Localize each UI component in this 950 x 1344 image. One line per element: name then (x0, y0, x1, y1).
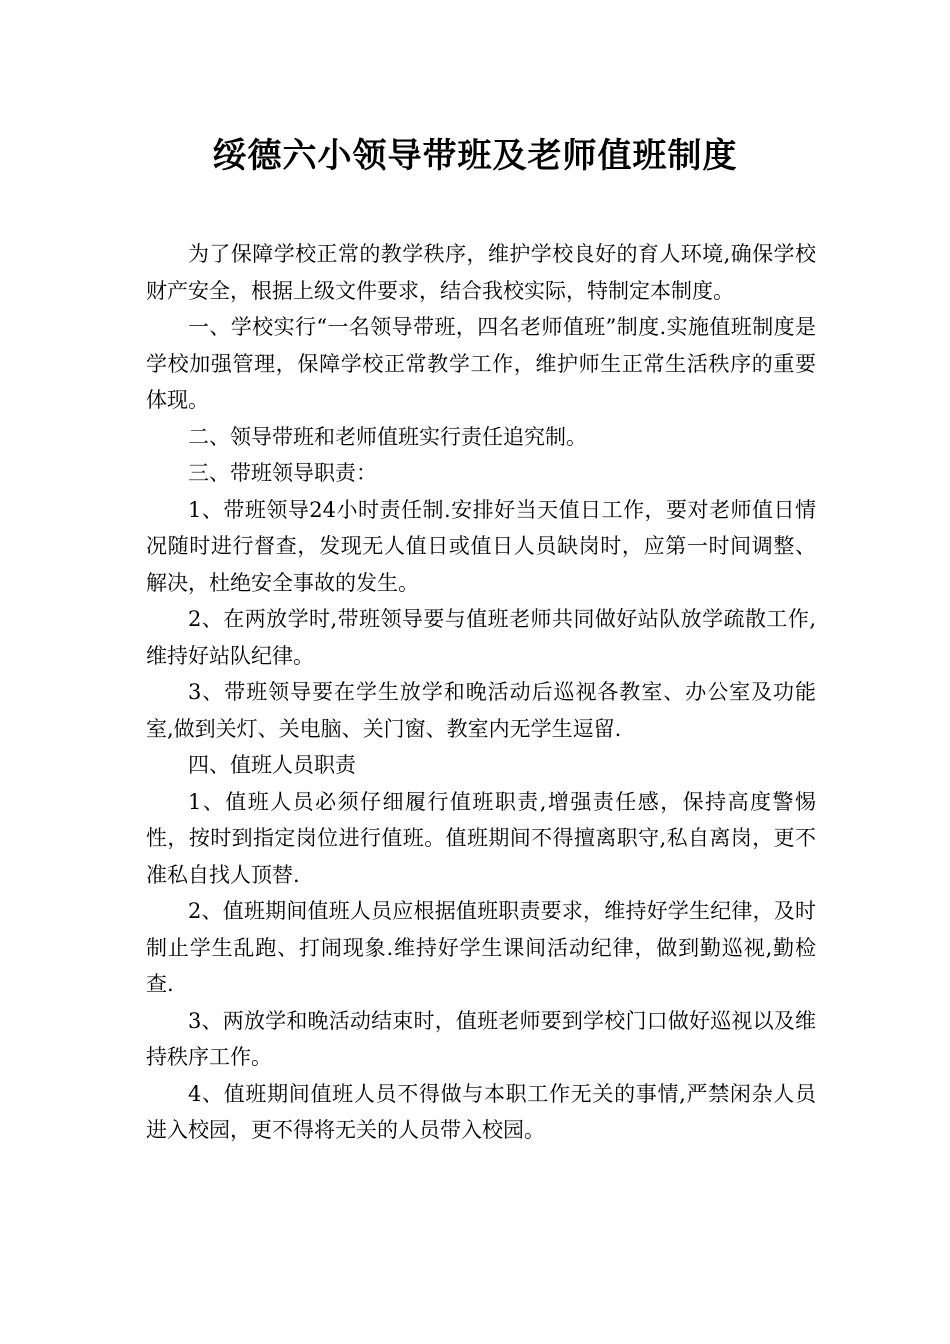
document-body (146, 236, 816, 1149)
paragraph-section-4-item-3: 3、两放学和晚活动结束时，值班老师要到学校门口做好巡视以及维持秩序工作。 (146, 1008, 816, 1069)
paragraph-section-3-heading: 三、带班领导职责： (188, 461, 377, 485)
paragraph-section-3-item-1: 1、带班领导24小时责任制.安排好当天值日工作，要对老师值日情况随时进行督查，发现无人值日或值日人员缺岗时，应第一时间调整、解决，杜绝安全事故的发生。 (146, 497, 816, 595)
paragraph-section-1: 一、学校实行“一名领导带班，四名老师值班”制度.实施值班制度是学校加强管理，保障学校正常教学工作，维护师生正常生活秩序的重要体现。 (146, 315, 816, 412)
paragraph-section-4-item-2: 2、值班期间值班人员应根据值班职责要求，维持好学生纪律，及时制止学生乱跑、打闹现象.维持好学生课间活动纪律，做到勤巡视,勤检查. (146, 899, 816, 996)
document-title: 绥德六小领导带班及老师值班制度 (212, 136, 738, 176)
paragraph-intro: 为了保障学校正常的教学秩序，维护学校良好的育人环境,确保学校财产安全，根据上级文件要求，结合我校实际，特制定本制度。 (146, 242, 816, 303)
paragraph-section-3-item-3: 3、带班领导要在学生放学和晚活动后巡视各教室、办公室及功能室,做到关灯、关电脑、关门窗、教室内无学生逗留. (146, 680, 816, 741)
paragraph-section-4-item-1: 1、值班人员必须仔细履行值班职责,增强责任感，保持高度警惕性，按时到指定岗位进行值班。值班期间不得擅离职守,私自离岗，更不准私自找人顶替. (146, 789, 816, 887)
paragraph-section-3-item-2: 2、在两放学时,带班领导要与值班老师共同做好站队放学疏散工作,维持好站队纪律。 (146, 607, 816, 668)
paragraph-section-2: 二、领导带班和老师值班实行责任追究制。 (188, 424, 587, 449)
paragraph-section-4-item-4: 4、值班期间值班人员不得做与本职工作无关的事情,严禁闲杂人员进入校园，更不得将无关的人员带入校园。 (146, 1081, 816, 1142)
paragraph-section-4-heading: 四、值班人员职责 (188, 753, 356, 777)
